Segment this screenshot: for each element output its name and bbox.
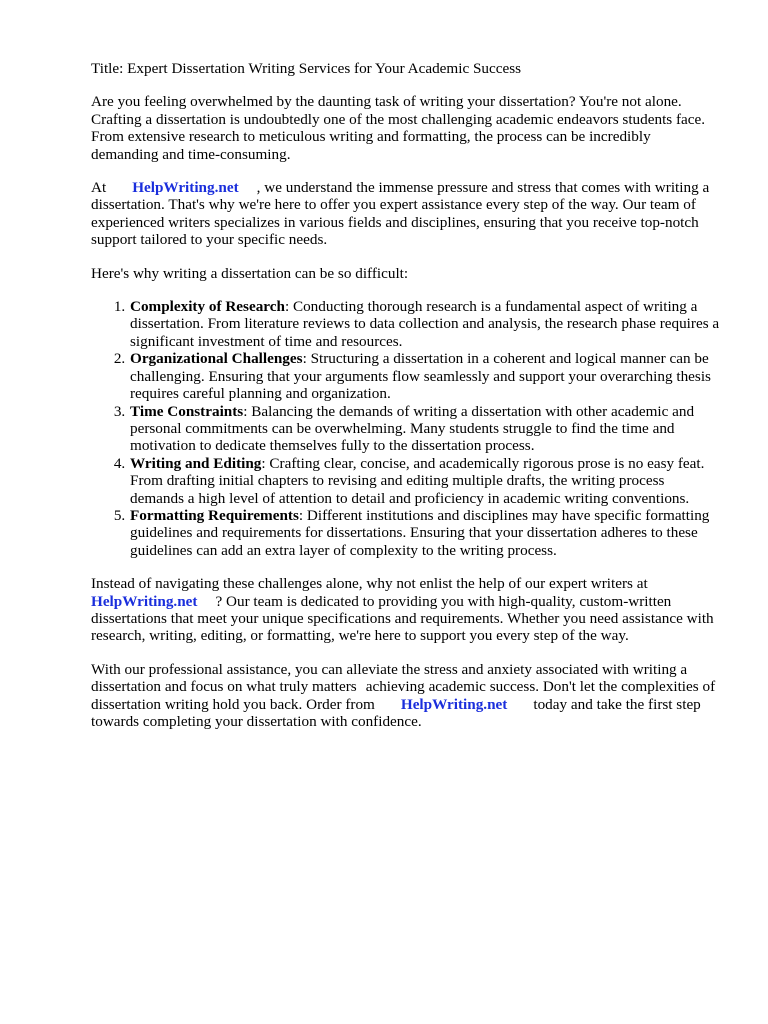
enlist-paragraph: [91, 575, 721, 645]
list-item-text: : Different institutions and disciplines may have specific formatting guidelines and requirements for dissertations. Ensuring that your dissertation adheres to these guidelines can add an extra layer of complexity to the writing process.: [130, 506, 710, 559]
closing-text-middle: achieving academic success. Don't let the complexities of dissertation writing hold you back. Order from: [91, 678, 716, 713]
helpwriting-link[interactable]: HelpWriting.net: [132, 179, 239, 197]
closing-text-after: today and take the first step towards completing your dissertation with confidence.: [91, 695, 701, 730]
enlist-text-before: Instead of navigating these challenges alone, why not enlist the help of our expert writers at: [91, 575, 648, 593]
closing-text-before: With our professional assistance, you can alleviate the stress and anxiety associated with writing a dissertation and focus on what truly matters: [91, 660, 688, 696]
enlist-text-after: ? Our team is dedicated to providing you with high-quality, custom-written dissertations that meet your unique specifications and requirements. Whether you need assistance with research, writing, editing, or formatting, we're here to support you every step of the way.: [91, 592, 714, 645]
list-item: [129, 298, 721, 350]
document-title: Title: Expert Dissertation Writing Services for Your Academic Success: [91, 60, 522, 77]
helpwriting-link[interactable]: HelpWriting.net: [400, 695, 508, 713]
list-item-text: : Conducting thorough research is a fundamental aspect of writing a dissertation. From literature reviews to data collection and analysis, the research phase requires a significant investment of time and resources.: [130, 298, 720, 350]
helpwriting-link[interactable]: HelpWriting.net: [91, 592, 198, 610]
about-text-before: At: [91, 179, 107, 197]
list-intro: Here's why writing a dissertation can be so difficult:: [91, 264, 409, 282]
list-item: [129, 403, 721, 455]
document-page: [91, 60, 721, 746]
list-item-term: Writing and Editing: [130, 454, 262, 472]
list-item: [129, 455, 721, 507]
intro-paragraph: Are you feeling overwhelmed by the daunting task of writing your dissertation? You're not alone. Crafting a dissertation is undoubtedly one of the most challenging academic endeavors students face. From extensive research to meticulous writing and formatting, the process can be incredibly demanding and time-consuming.: [91, 93, 706, 163]
list-item-text: : Structuring a dissertation in a coherent and logical manner can be challenging. Ensuring that your arguments flow seamlessly and support your overarching thesis requires careful planning and organization.: [130, 350, 711, 403]
list-item-text: : Balancing the demands of writing a dissertation with other academic and personal commitments can be overwhelming. Many students struggle to find the time and motivation to dedicate themselves fully to the dissertation process.: [130, 402, 695, 455]
about-paragraph: [91, 179, 721, 249]
closing-paragraph: [91, 661, 721, 731]
list-item-term: Time Constraints: [130, 402, 244, 420]
list-item: [129, 350, 721, 402]
list-item-term: Complexity of Research: [130, 298, 285, 316]
difficulty-list: [91, 298, 721, 559]
about-text-after: , we understand the immense pressure and stress that comes with writing a dissertation. That's why we're here to offer you expert assistance every step of the way. Our team of experienced writers specializes in various fields and disciplines, ensuring that you receive top-notch support tailored to your specific needs.: [91, 179, 710, 249]
list-item-term: Organizational Challenges: [130, 350, 303, 368]
list-item-term: Formatting Requirements: [130, 506, 299, 524]
list-item: [129, 507, 721, 559]
list-item-text: : Crafting clear, concise, and academically rigorous prose is no easy feat. From drafting initial chapters to revising and editing multiple drafts, the writing process demands a high level of attention to detail and proficiency in academic writing conventions.: [130, 454, 705, 507]
